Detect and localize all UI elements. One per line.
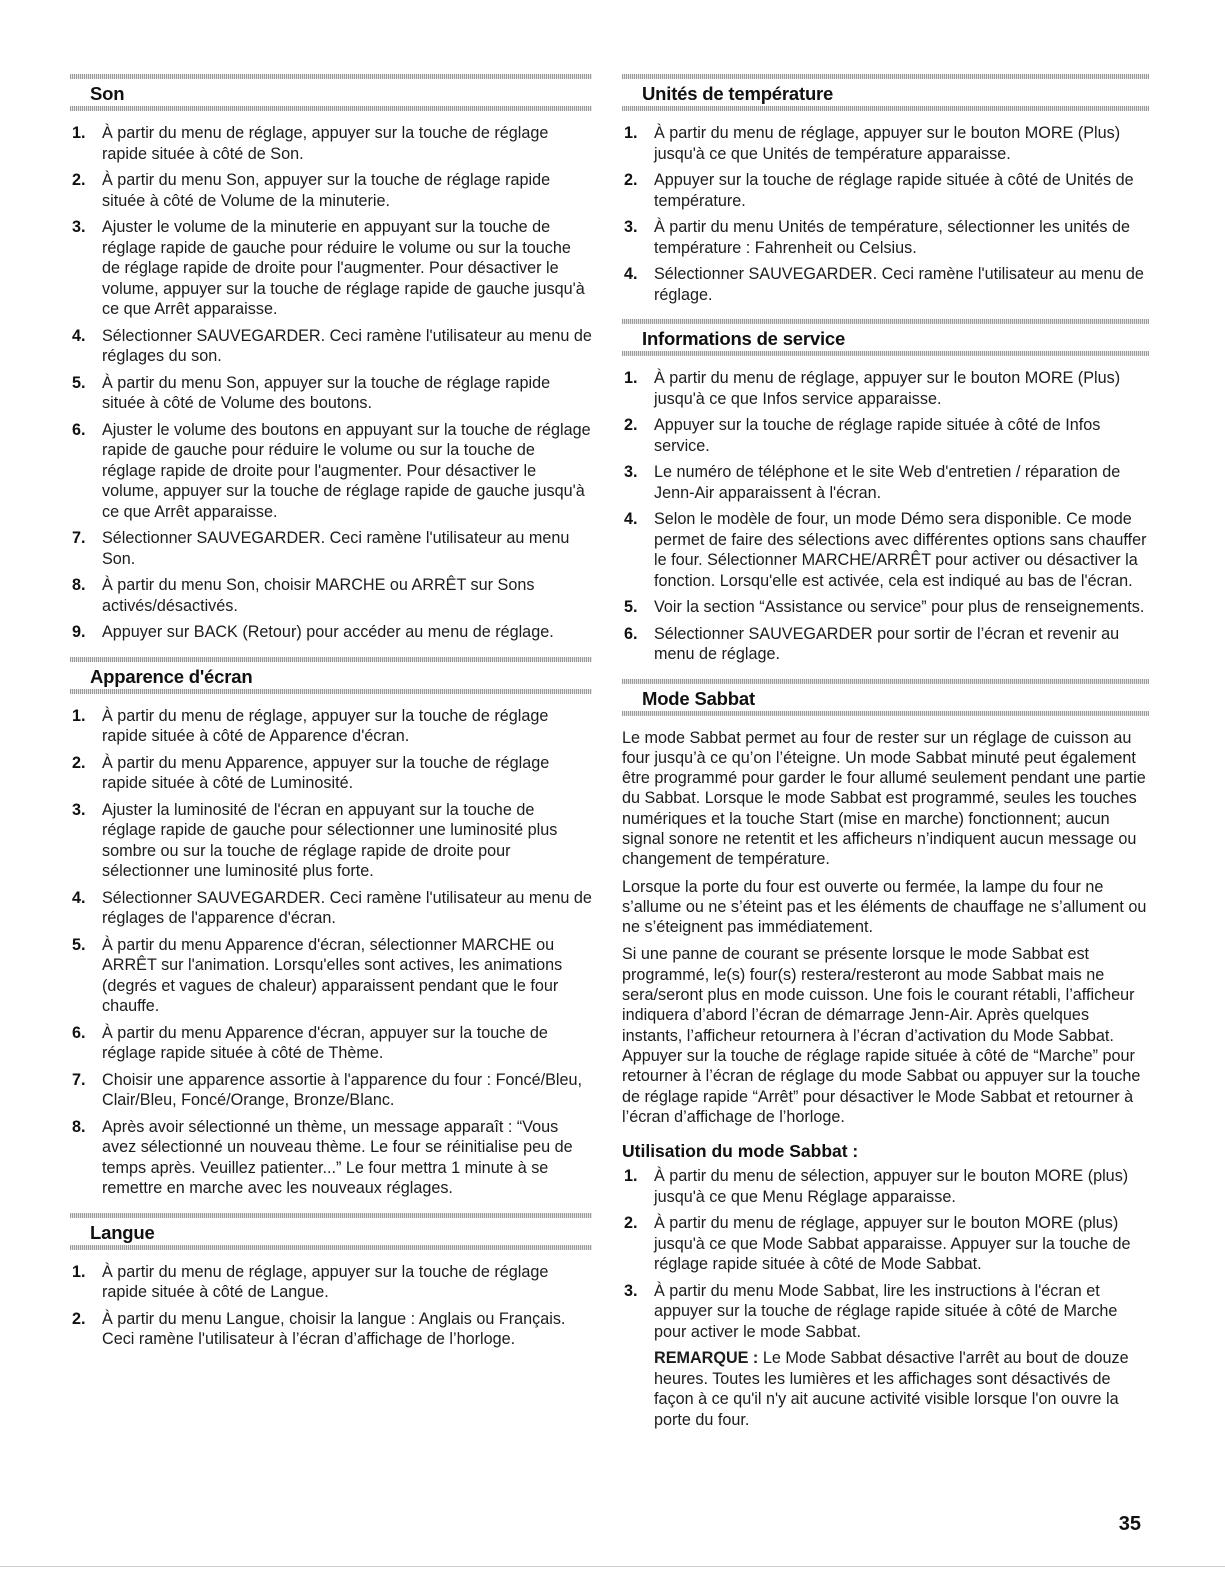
paragraph: Lorsque la porte du four est ouverte ou fermée, la lampe du four ne s’allume ou ne s’éteint pas et les éléments de chauffage ne s’allument ou ne s’éteignent pas immédiatement. [622, 877, 1147, 937]
item-text: À partir du menu Apparence, appuyer sur la touche de réglage rapide située à côté de Luminosité. [102, 753, 550, 792]
item-number: 1. [72, 706, 86, 725]
item-number: 4. [72, 326, 86, 345]
item-number: 7. [72, 1070, 86, 1089]
list-item [622, 123, 1149, 164]
list-item [70, 326, 592, 367]
list-item [70, 217, 592, 320]
section-unites [622, 74, 1149, 305]
note-text: Le Mode Sabbat désactive l'arrêt au bout de douze heures. Toutes les lumières et les affichages sont désactivés de façon à ce qu'il n'y ait aucune activité visible lorsque l'on ouvre la porte du four. [654, 1349, 1129, 1429]
list-item [70, 123, 592, 164]
item-number: 3. [72, 218, 86, 236]
list-item [70, 753, 592, 794]
item-text: À partir du menu Unités de température, sélectionner les unités de température : Fahrenheit ou Celsius. [654, 218, 1130, 257]
steps-list [70, 1262, 592, 1350]
item-text: Après avoir sélectionné un thème, un message apparaît : “Vous avez sélectionné un nouveau thème. Le four se réinitialise peu de temps après. Veuillez patienter...” Le four mettra 1 minute à se remettre en marche avec les nouveaux réglages. [102, 1117, 573, 1197]
item-text: À partir du menu Son, appuyer sur la touche de réglage rapide située à côté de Volume des boutons. [102, 373, 551, 412]
list-item [70, 1070, 592, 1111]
item-text: Le numéro de téléphone et le site Web d'entretien / réparation de Jenn-Air apparaissent à l'écran. [654, 463, 1121, 502]
item-number: 4. [72, 888, 86, 907]
list-item [70, 935, 592, 1017]
bottom-divider [0, 1566, 1225, 1567]
list-item [622, 1281, 1149, 1431]
list-item [70, 575, 592, 616]
list-item [622, 368, 1149, 409]
item-text: À partir du menu de réglage, appuyer sur la touche de réglage rapide située à côté de Apparence d'écran. [102, 706, 549, 745]
list-item [70, 622, 592, 643]
list-item [622, 264, 1149, 305]
item-text: Voir la section “Assistance ou service” pour plus de renseignements. [654, 598, 1145, 616]
list-item [70, 170, 592, 211]
right-column [622, 74, 1149, 1444]
item-text: Sélectionner SAUVEGARDER pour sortir de l’écran et revenir au menu de réglage. [654, 624, 1120, 663]
list-item [622, 462, 1149, 503]
item-text: À partir du menu de réglage, appuyer sur le bouton MORE (plus) jusqu'à ce que Mode Sabbat apparaisse. Appuyer sur la touche de réglage rapide située à côté de Mode Sabbat. [654, 1214, 1131, 1274]
item-text: Appuyer sur la touche de réglage rapide située à côté de Infos service. [654, 416, 1101, 455]
note [654, 1348, 1149, 1430]
item-number: 1. [624, 369, 638, 387]
list-item [622, 624, 1149, 665]
item-number: 1. [624, 1167, 638, 1186]
item-text: À partir du menu de réglage, appuyer sur le bouton MORE (Plus) jusqu'à ce que Infos service apparaisse. [654, 369, 1121, 408]
section-title: Apparence d'écran [70, 657, 592, 694]
section-apparence [70, 657, 592, 1199]
item-number: 5. [624, 598, 638, 616]
item-number: 2. [72, 171, 86, 189]
item-number: 4. [624, 265, 638, 283]
list-item [70, 528, 592, 569]
item-number: 6. [72, 1023, 86, 1042]
list-item [70, 373, 592, 414]
section-title: Mode Sabbat [622, 679, 1149, 716]
item-number: 4. [624, 510, 638, 528]
item-number: 9. [72, 623, 86, 641]
item-number: 2. [72, 1309, 86, 1328]
item-text: À partir du menu de réglage, appuyer sur la touche de réglage rapide située à côté de Langue. [102, 1262, 549, 1301]
item-text: À partir du menu Son, choisir MARCHE ou ARRÊT sur Sons activés/désactivés. [102, 576, 535, 615]
steps-list [70, 123, 592, 643]
item-text: À partir du menu de sélection, appuyer sur le bouton MORE (plus) jusqu'à ce que Menu Réglage apparaisse. [654, 1167, 1129, 1206]
section-son [70, 74, 592, 643]
item-number: 3. [624, 463, 638, 481]
note-label: REMARQUE : [654, 1349, 759, 1368]
list-item [70, 1023, 592, 1064]
section-langue [70, 1213, 592, 1350]
item-text: Appuyer sur BACK (Retour) pour accéder au menu de réglage. [102, 623, 554, 641]
item-number: 6. [72, 420, 86, 439]
list-item [622, 1213, 1149, 1275]
item-text: Sélectionner SAUVEGARDER. Ceci ramène l'utilisateur au menu Son. [102, 529, 570, 568]
list-item [70, 1309, 592, 1350]
item-text: À partir du menu Son, appuyer sur la touche de réglage rapide située à côté de Volume de la minuterie. [102, 171, 551, 210]
item-number: 2. [624, 171, 638, 189]
steps-list [622, 123, 1149, 305]
steps-list [622, 1166, 1149, 1430]
left-column [70, 74, 592, 1364]
item-text: Sélectionner SAUVEGARDER. Ceci ramène l'utilisateur au menu de réglage. [654, 265, 1144, 304]
list-item [70, 706, 592, 747]
section-sabbat [622, 679, 1149, 1431]
item-number: 3. [624, 218, 638, 236]
item-text: Sélectionner SAUVEGARDER. Ceci ramène l'utilisateur au menu de réglages du son. [102, 326, 592, 365]
item-number: 8. [72, 576, 86, 594]
item-number: 8. [72, 1117, 86, 1136]
section-title: Unités de température [622, 74, 1149, 111]
list-item [70, 420, 592, 523]
list-item [622, 170, 1149, 211]
page-number: 35 [1118, 1513, 1141, 1535]
sabbat-description [622, 728, 1149, 1128]
item-text: À partir du menu Langue, choisir la langue : Anglais ou Français. Ceci ramène l'utilisateur à l’écran d’affichage de l’horloge. [102, 1309, 566, 1348]
item-number: 5. [72, 935, 86, 954]
item-text: Ajuster la luminosité de l'écran en appuyant sur la touche de réglage rapide de gauche pour sélectionner une luminosité plus sombre ou sur la touche de réglage rapide de droite pour sélectionner une luminosité plus forte. [102, 800, 558, 880]
item-text: À partir du menu de réglage, appuyer sur le bouton MORE (Plus) jusqu'à ce que Unités de température apparaisse. [654, 124, 1121, 163]
section-title: Informations de service [622, 319, 1149, 356]
list-item [622, 597, 1149, 618]
item-number: 1. [624, 124, 638, 142]
section-title: Son [70, 74, 592, 111]
item-number: 3. [624, 1281, 638, 1300]
list-item [70, 1117, 592, 1199]
item-number: 1. [72, 124, 86, 142]
item-number: 2. [72, 753, 86, 772]
paragraph: Si une panne de courant se présente lorsque le mode Sabbat est programmé, le(s) four(s) restera/resteront au mode Sabbat mais ne sera/seront plus en mode cuisson. Une fois le courant rétabli, l’afficheur indiquera d’abord l’écran de démarrage Jenn-Air. Après quelques instants, l’afficheur retournera à l’écran d’activation du Mode Sabbat. Appuyer sur la touche de réglage rapide située à côté de “Marche” pour retourner à l’écran de réglage du mode Sabbat ou appuyer sur la touche de réglage rapide “Arrêt” pour désactiver le Mode Sabbat et retourner à l’écran d’affichage de l’horloge. [622, 945, 1141, 1126]
item-text: Ajuster le volume de la minuterie en appuyant sur la touche de réglage rapide de gauche pour réduire le volume ou sur la touche de réglage rapide de droite pour l'augmenter. Pour désactiver le volume, appuyer sur la touche de réglage rapide de gauche jusqu'à ce que Arrêt apparaisse. [102, 218, 585, 318]
steps-list [622, 368, 1149, 665]
item-text: Ajuster le volume des boutons en appuyant sur la touche de réglage rapide de gauche pour réduire le volume ou sur la touche de réglage rapide de droite pour l'augmenter. Pour désactiver le volume, appuyer sur la touche de réglage rapide de gauche jusqu'à ce que Arrêt apparaisse. [102, 420, 591, 521]
list-item [622, 1166, 1149, 1207]
item-number: 1. [72, 1262, 86, 1281]
item-text: Appuyer sur la touche de réglage rapide située à côté de Unités de température. [654, 171, 1134, 210]
section-title: Langue [70, 1213, 592, 1250]
item-text: À partir du menu Apparence d'écran, sélectionner MARCHE ou ARRÊT sur l'animation. Lorsqu'elles sont actives, les animations (degrés et vagues de chaleur) apparaissent pendant que le four chauffe. [102, 935, 563, 1015]
item-text: Selon le modèle de four, un mode Démo sera disponible. Ce mode permet de faire des sélections avec différentes options sans chauffer le four. Sélectionner MARCHE/ARRÊT pour activer ou désactiver la fonction. Lorsqu'elle est activée, cela est indiqué au bas de l'écran. [654, 510, 1147, 590]
item-number: 6. [624, 624, 638, 643]
item-number: 5. [72, 373, 86, 392]
usage-heading: Utilisation du mode Sabbat : [622, 1141, 859, 1162]
item-number: 2. [624, 416, 638, 434]
list-item [622, 509, 1149, 591]
item-text: À partir du menu de réglage, appuyer sur la touche de réglage rapide située à côté de Son. [102, 124, 549, 163]
item-number: 3. [72, 800, 86, 819]
item-number: 2. [624, 1214, 638, 1233]
item-text: Sélectionner SAUVEGARDER. Ceci ramène l'utilisateur au menu de réglages de l'apparence d'écran. [102, 888, 592, 927]
list-item [622, 415, 1149, 456]
paragraph: Le mode Sabbat permet au four de rester sur un réglage de cuisson au four jusqu’à ce qu’on l’éteigne. Un mode Sabbat minuté peut également être programmé pour garder le four allumé seulement pendant une partie du Sabbat. Lorsque le mode Sabbat est programmé, seules les touches numériques et la touche Start (mise en marche) fonctionnent; aucun signal sonore ne retentit et les afficheurs n’indiquent aucun message ou changement de température. [622, 728, 1146, 869]
list-item [70, 800, 592, 882]
list-item [622, 217, 1149, 258]
item-number: 7. [72, 529, 86, 547]
item-text: À partir du menu Apparence d'écran, appuyer sur la touche de réglage rapide située à côté de Thème. [102, 1023, 548, 1062]
section-service [622, 319, 1149, 665]
item-text: Choisir une apparence assortie à l'apparence du four : Foncé/Bleu, Clair/Bleu, Foncé/Orange, Bronze/Blanc. [102, 1070, 583, 1109]
list-item [70, 1262, 592, 1303]
list-item [70, 888, 592, 929]
item-text: À partir du menu Mode Sabbat, lire les instructions à l'écran et appuyer sur la touche de réglage rapide située à côté de Marche pour activer le mode Sabbat. [654, 1281, 1118, 1341]
steps-list [70, 706, 592, 1199]
